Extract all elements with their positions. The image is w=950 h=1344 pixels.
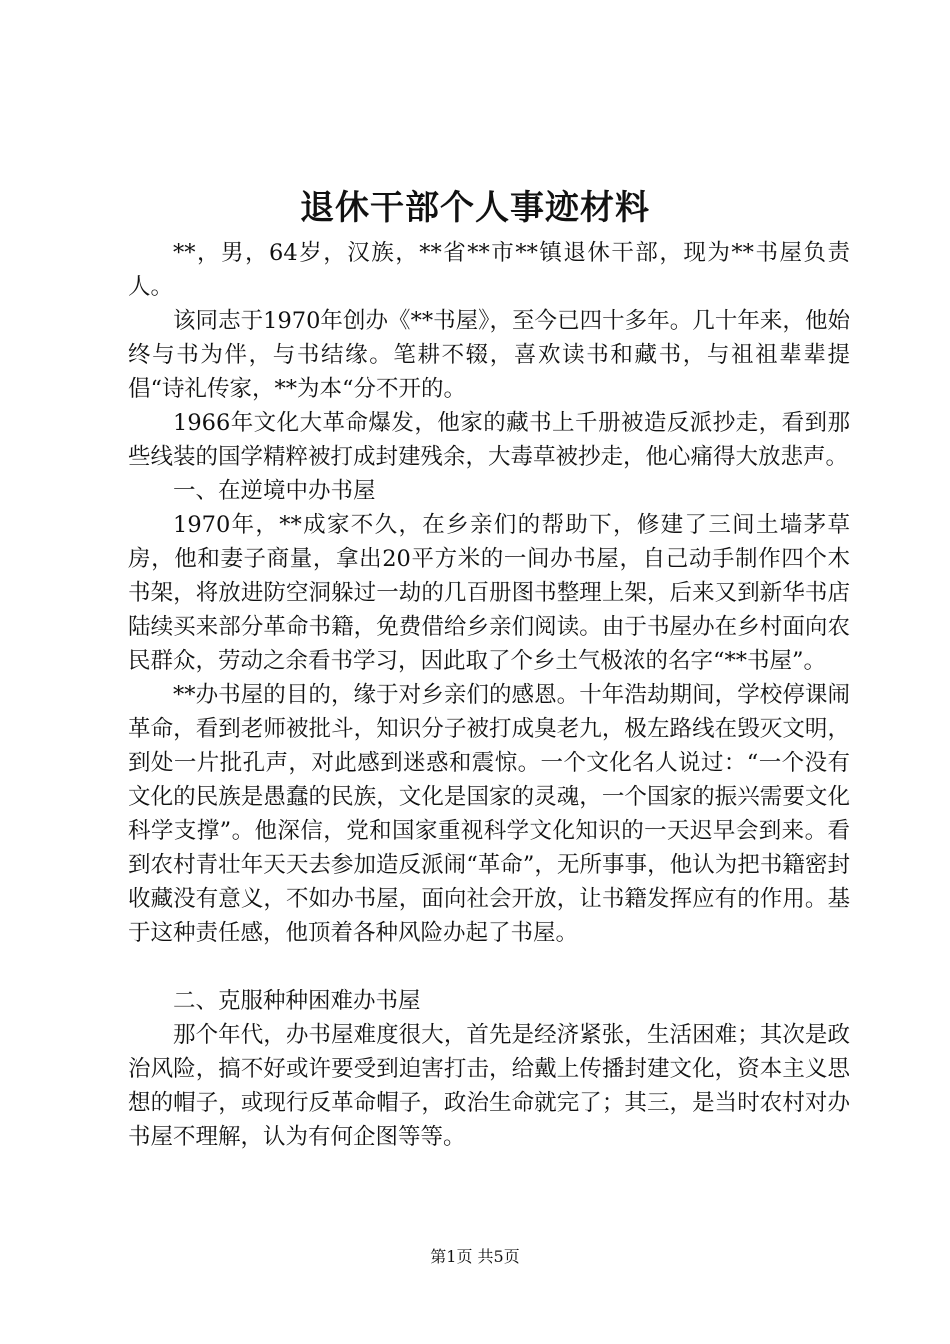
document-title: 退休干部个人事迹材料 (300, 188, 650, 228)
document-body (128, 236, 850, 1154)
paragraph-1970: 1970年，**成家不久，在乡亲们的帮助下，修建了三间土墙茅草房，他和妻子商量，拿出20平方米的一间办书屋，自己动手制作四个木书架，将放进防空洞躲过一劫的几百册图书整理上架，后来又到新华书店陆续买来部分革命书籍，免费借给乡亲们阅读。由于书屋办在乡村面向农民群众，劳动之余看书学习，因此取了个乡土气极浓的名字“**书屋”。 (128, 512, 850, 674)
paragraph-founding: 该同志于1970年创办《**书屋》，至今已四十多年。几十年来，他始终与书为伴，与书结缘。笔耕不辍，喜欢读书和藏书，与祖祖辈辈提倡“诗礼传家，**为本“分不开的。 (128, 308, 850, 402)
paragraph-difficulties: 那个年代，办书屋难度很大，首先是经济紧张，生活困难；其次是政治风险，搞不好或许要受到迫害打击，给戴上传播封建文化，资本主义思想的帽子，或现行反革命帽子，政治生命就完了；其三，是当时农村对办书屋不理解，认为有何企图等等。 (128, 1022, 850, 1150)
section-heading-2: 二、克服种种困难办书屋 (173, 988, 421, 1014)
paragraph-intro: **，男，64岁，汉族，**省**市**镇退休干部，现为**书屋负责人。 (128, 240, 850, 300)
page-footer: 第1页 共5页 (430, 1247, 520, 1266)
section-heading-1: 一、在逆境中办书屋 (173, 478, 376, 504)
paragraph-gap (128, 950, 850, 984)
paragraph-cultural-revolution: 1966年文化大革命爆发，他家的藏书上千册被造反派抄走，看到那些线装的国学精粹被打成封建残余，大毒草被抄走，他心痛得大放悲声。 (128, 410, 850, 470)
paragraph-purpose: **办书屋的目的，缘于对乡亲们的感恩。十年浩劫期间，学校停课闹革命，看到老师被批斗，知识分子被打成臭老九，极左路线在毁灭文明，到处一片批孔声，对此感到迷惑和震惊。一个文化名人说过：“一个没有文化的民族是愚蠢的民族，文化是国家的灵魂，一个国家的振兴需要文化科学支撑”。他深信，党和国家重视科学文化知识的一天迟早会到来。看到农村青壮年天天去参加造反派闹“革命”，无所事事，他认为把书籍密封收藏没有意义，不如办书屋，面向社会开放，让书籍发挥应有的作用。基于这种责任感，他顶着各种风险办起了书屋。 (128, 682, 850, 946)
